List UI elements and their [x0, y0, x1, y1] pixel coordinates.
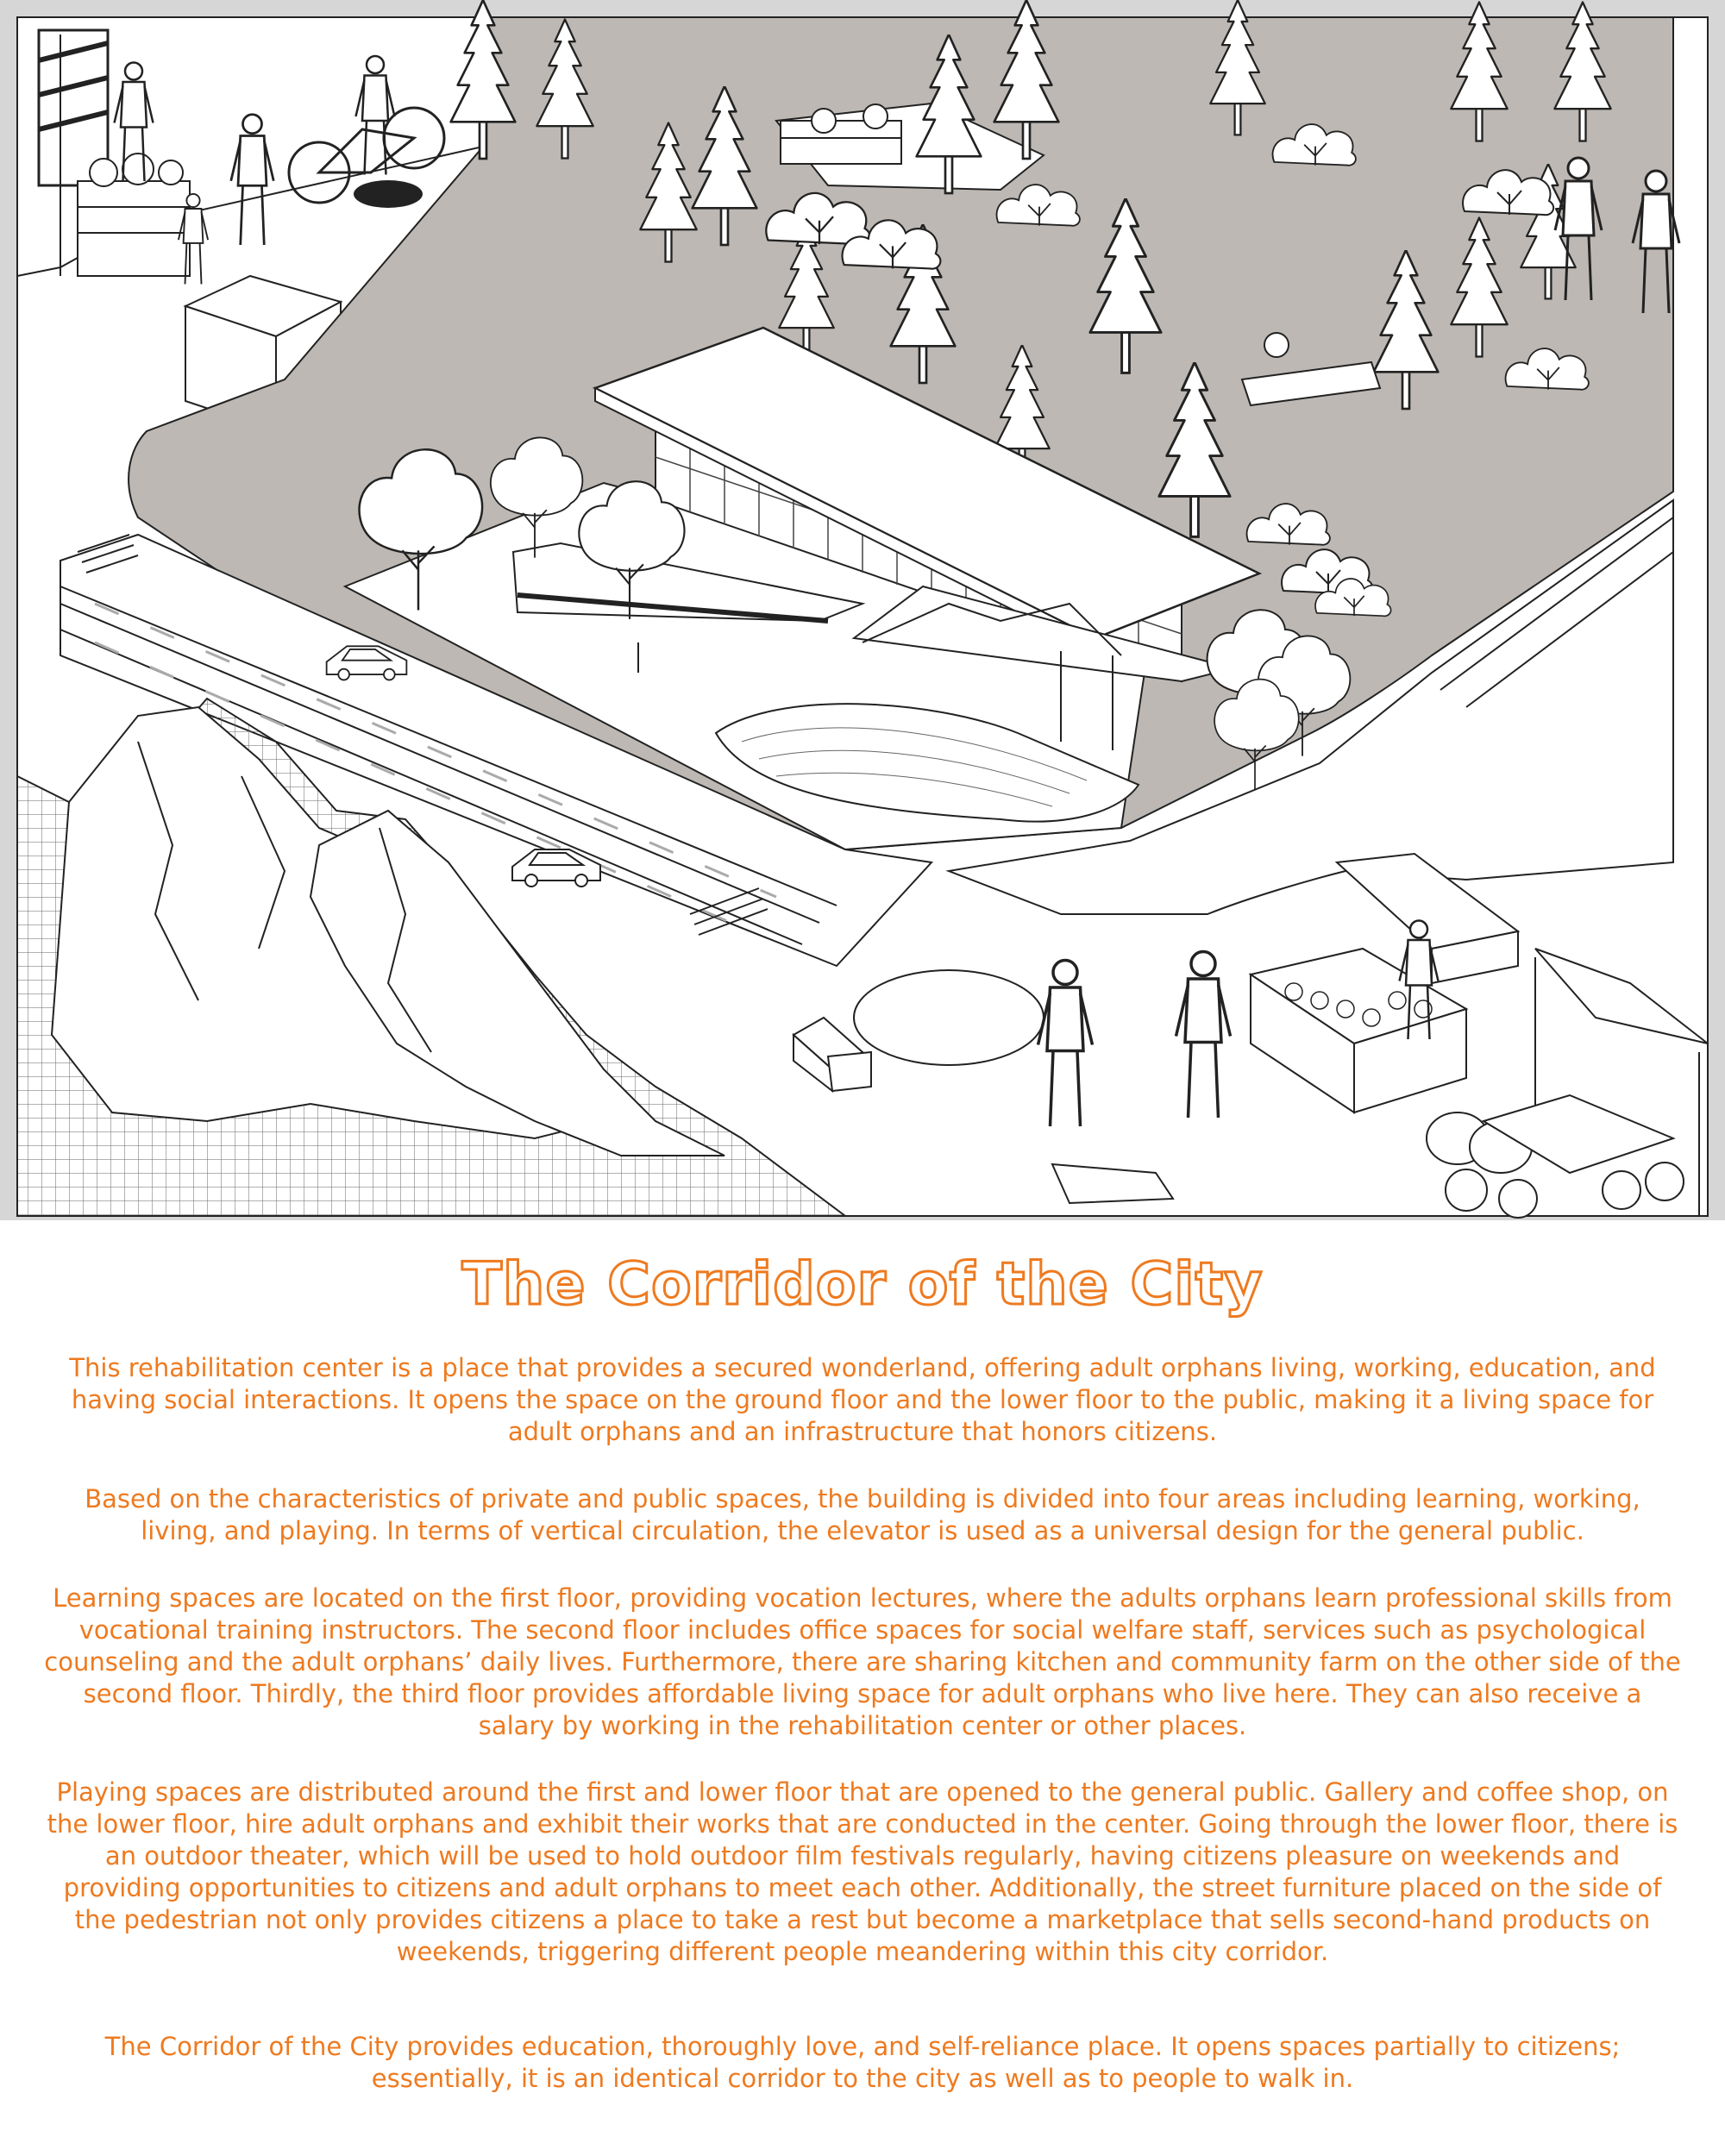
- description-paragraph-3: Learning spaces are located on the first floor, providing vocation lectures, where the adults orphans learn professional skills from vocational training instructors. The second floor includes office spaces for social welfare staff, services such as psychological counseling and the adult orphans’ daily lives. Furthermore, there are sharing kitchen and community farm on the other side of the second floor. Thirdly, the third floor provides affordable living space for adult orphans who live here. They can also receive a salary by working in the rehabilitation center or other places.: [44, 1583, 1681, 1740]
- roundabout: [854, 970, 1044, 1065]
- description-panel: [0, 1225, 1725, 2156]
- description-paragraph-4: Playing spaces are distributed around the first and lower floor that are opened to the general public. Gallery and coffee shop, on the lower floor, hire adult orphans and exhibit their works that are conducted in the center. Going through the lower floor, there is an outdoor theater, which will be used to hold outdoor film festivals regularly, having citizens pleasure on weekends and providing opportunities to citizens and adult orphans to meet each other. Additionally, the street furniture placed on the side of the pedestrian not only provides citizens a place to take a rest but become a marketplace that sells second-hand products on weekends, triggering different people meandering within this city corridor.: [47, 1777, 1678, 1966]
- description-paragraph-5: The Corridor of the City provides education, thoroughly love, and self-reliance place. It opens spaces partially to citizens; essentially, it is an identical corridor to the city as well as to people to walk in.: [104, 2032, 1621, 2093]
- shadow: [354, 180, 423, 208]
- description-paragraph-2: Based on the characteristics of private and public spaces, the building is divided into four areas including learning, working, living, and playing. In terms of vertical circulation, the elevator is used as a universal design for the general public.: [85, 1484, 1640, 1545]
- description-paragraph-1: This rehabilitation center is a place that provides a secured wonderland, offering adult orphans living, working, education, and having social interactions. It opens the space on the ground floor and the lower floor to the public, making it a living space for adult orphans and an infrastructure that honors citizens.: [69, 1353, 1656, 1446]
- page-title: The Corridor of the City: [461, 1250, 1264, 1319]
